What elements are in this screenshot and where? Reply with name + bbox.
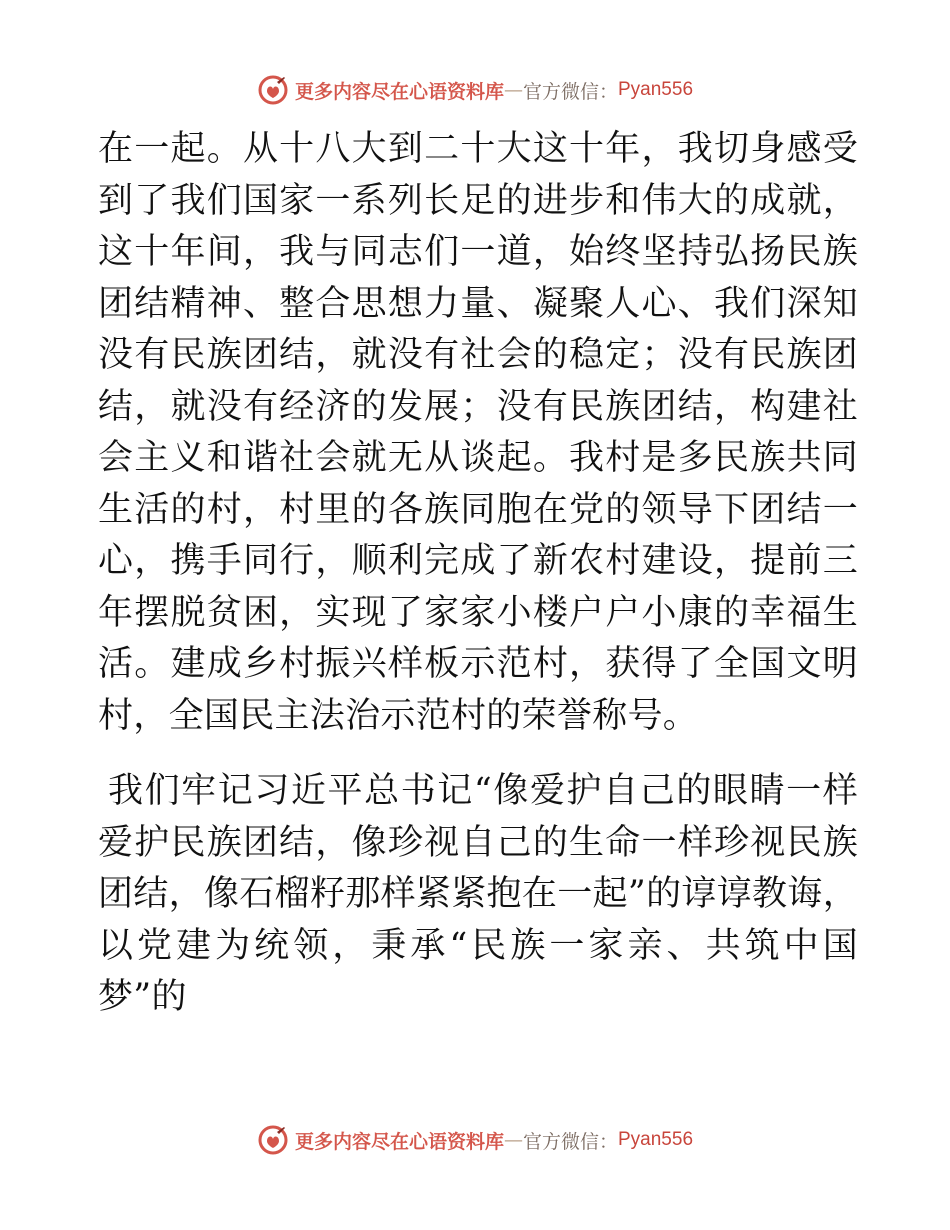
header-official-label: 官方微信： — [522, 80, 618, 103]
footer-wechat-id: Pyan556 — [618, 1129, 694, 1150]
heart-pen-logo-icon — [257, 74, 289, 106]
header-brand-text: 更多内容尽在心语资料库 — [294, 80, 504, 103]
heart-pen-logo-icon — [257, 1124, 289, 1156]
document-body — [98, 124, 858, 1024]
header-wechat-id: Pyan556 — [618, 79, 694, 100]
footer-banner — [0, 1120, 950, 1160]
body-paragraph-1: 在一起。从十八大到二十大这十年，我切身感受到了我们国家一系列长足的进步和伟大的成就，这十年间，我与同志们一道，始终坚持弘扬民族团结精神、整合思想力量、凝聚人心、我们深知没有民族团结，就没有社会的稳定；没有民族团结，就没有经济的发展；没有民族团结，构建社会主义和谐社会就无从谈起。我村是多民族共同生活的村，村里的各族同胞在党的领导下团结一心，携手同行，顺利完成了新农村建设，提前三年摆脱贫困，实现了家家小楼户户小康的幸福生活。建成乡村振兴样板示范村，获得了全国文明村，全国民主法治示范村的荣誉称号。 — [98, 129, 858, 736]
footer-brand-text: 更多内容尽在心语资料库 — [294, 1130, 504, 1153]
footer-separator: — — [503, 1129, 523, 1151]
header-banner — [0, 70, 950, 110]
header-separator: — — [503, 79, 523, 101]
body-paragraph-2: 我们牢记习近平总书记“像爱护自己的眼睛一样爱护民族团结，像珍视自己的生命一样珍视民族团结，像石榴籽那样紧紧抱在一起”的谆谆教诲，以党建为统领，秉承“民族一家亲、共筑中国梦”的 — [98, 771, 858, 1017]
footer-official-label: 官方微信： — [522, 1130, 618, 1153]
